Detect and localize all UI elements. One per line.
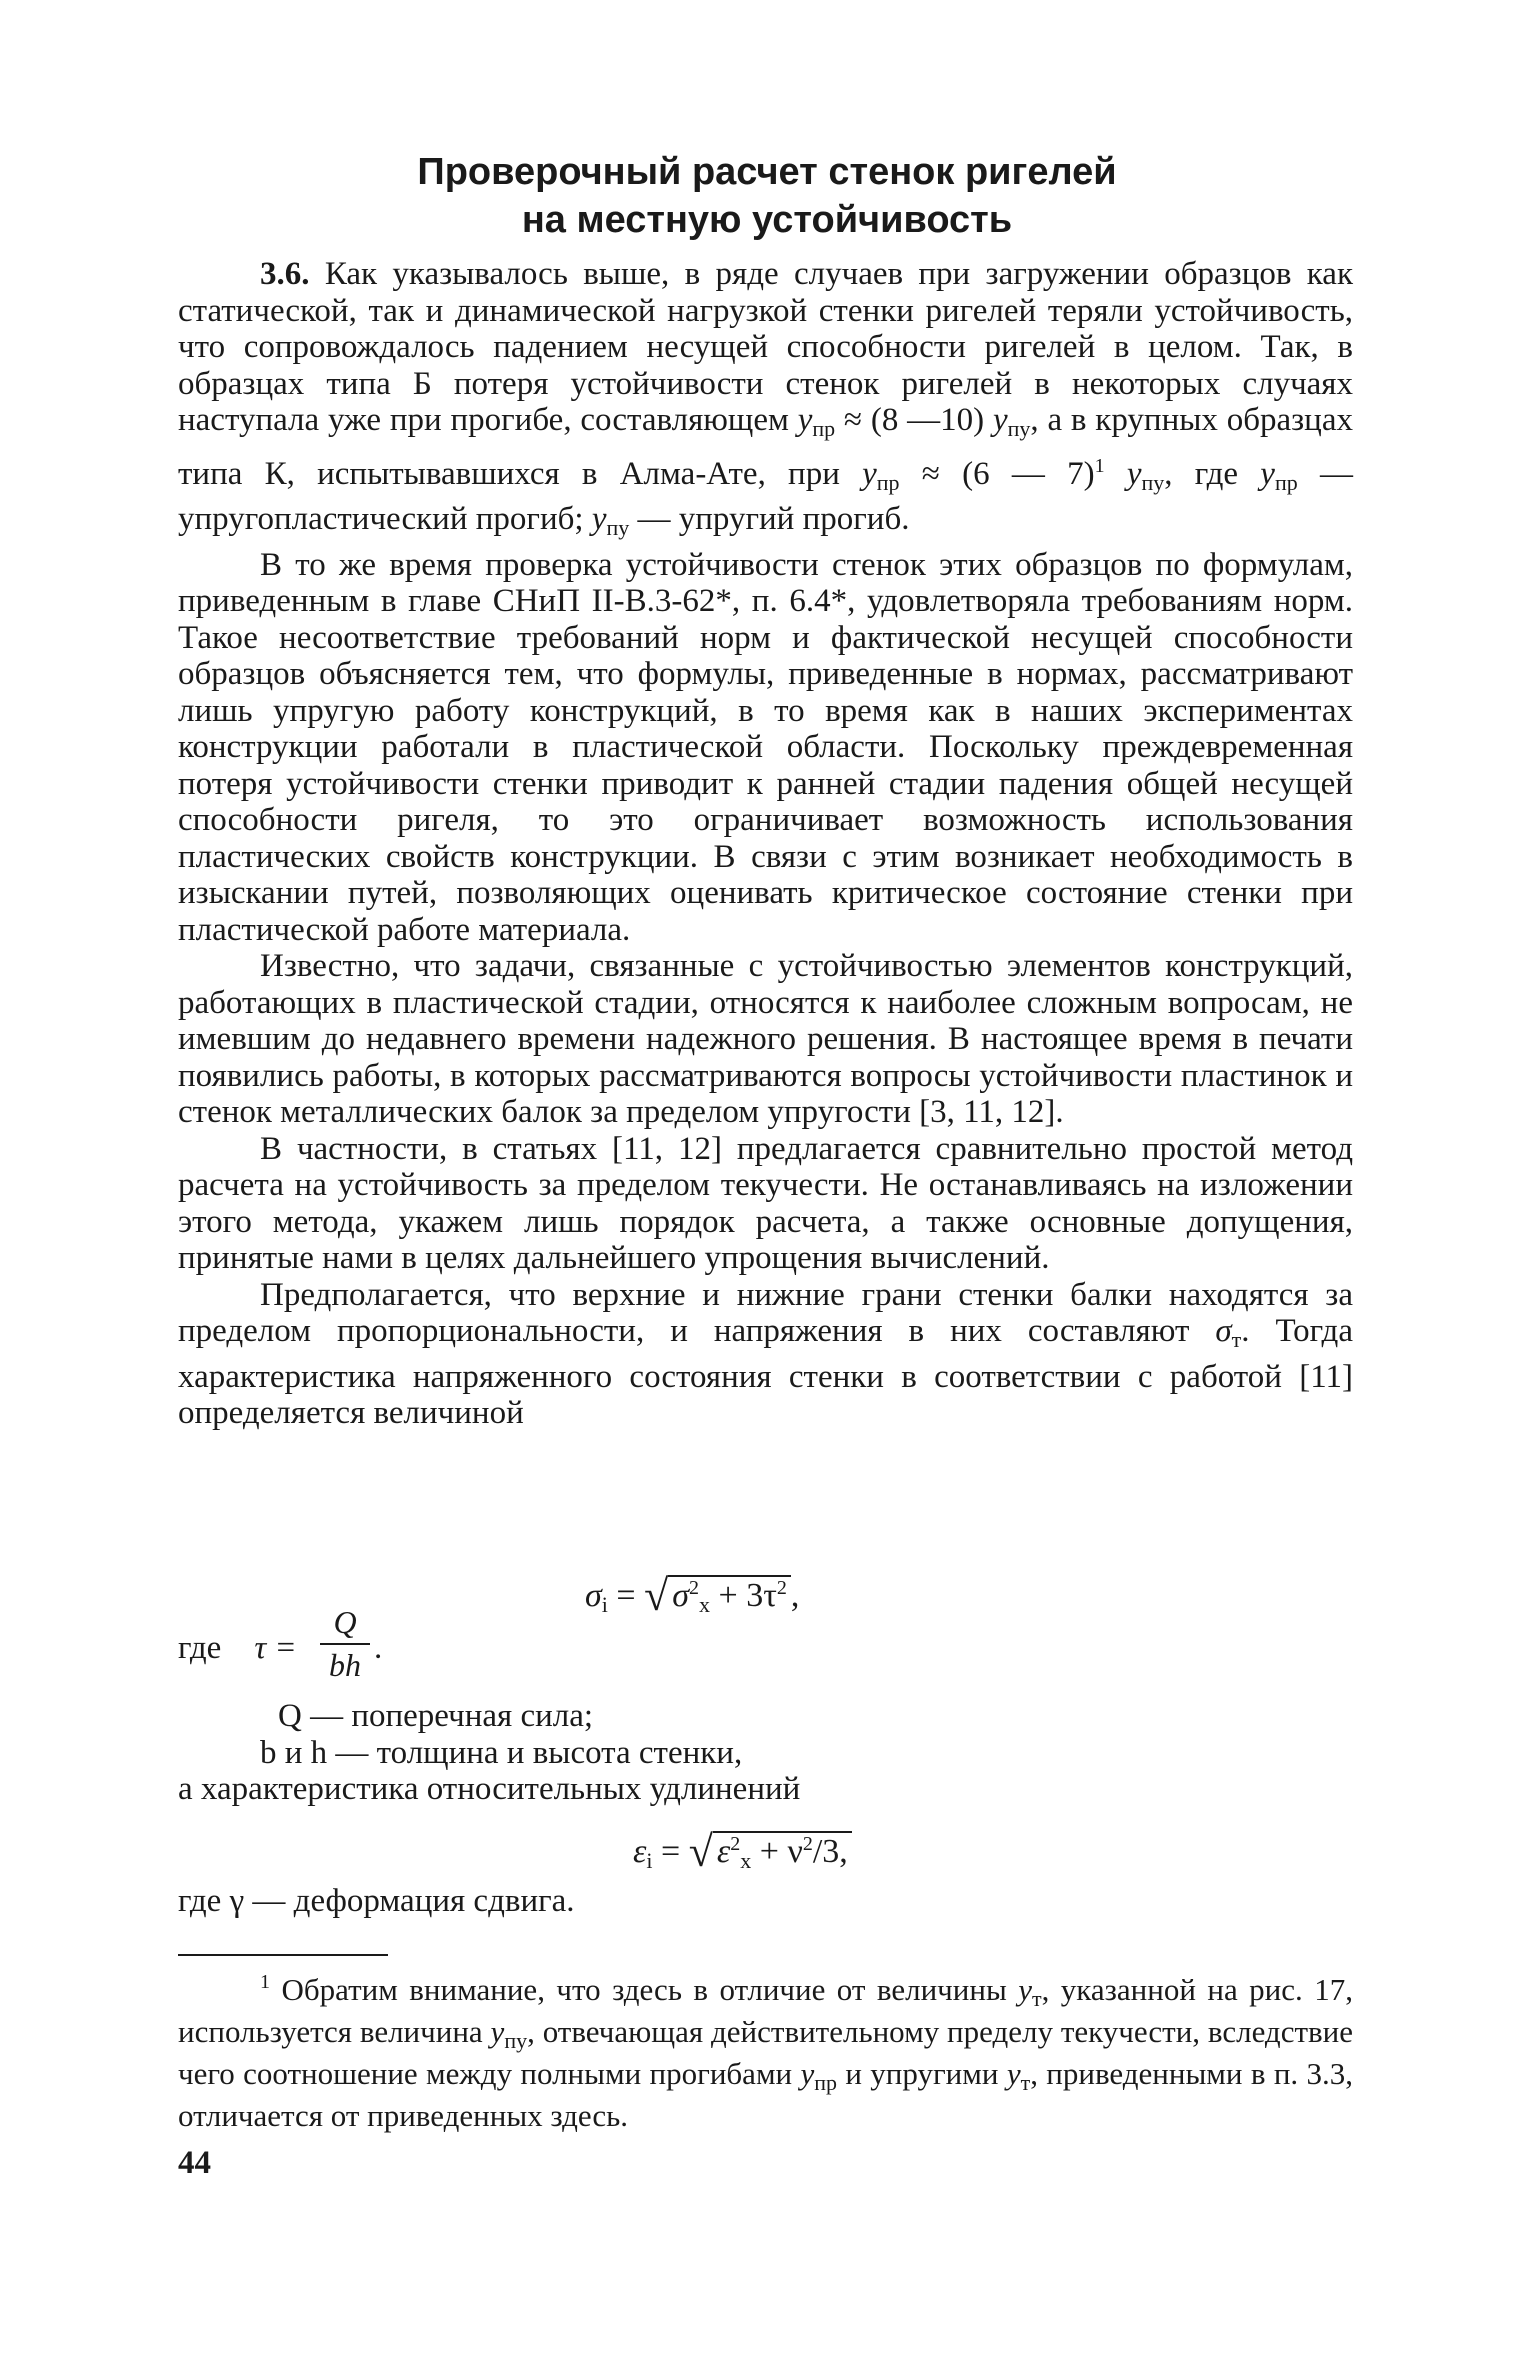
paragraph-3: Известно, что задачи, связанные с устойчивостью элементов конструкций, работающих в пластической стадии, относятся к наиболее сложным вопросам, не имевшим до недавнего времени надежного решения. В настоящее время в печати появились работы, в которых рассматриваются вопросы устойчивости пластинок и стенок металлических балок за пределом упругости [3, 11, 12]. bbox=[178, 948, 1353, 1130]
radical-sign: √ bbox=[688, 1827, 713, 1876]
fraction-bar bbox=[320, 1643, 370, 1645]
page-number: 44 bbox=[178, 2145, 211, 2181]
paragraph-5: Предполагается, что верхние и нижние грани стенки балки находятся за пределом пропорциональности, и напряжения в них составляют $\sigma_т$. Тогда характеристика напряженного состояния стенки в соответствии с работой [11] определяется величиной bbox=[178, 1276, 1353, 1431]
strain-intensity-formula: $\varepsilon_i$ = √ $\varepsilon^2_x + \nu^2/3$, bbox=[633, 1826, 1113, 1877]
radical-sign: √ bbox=[644, 1571, 669, 1620]
paragraph-2: В то же время проверка устойчивости стенок этих образцов по формулам, приведенным в главе СНиП II-В.3-62*, п. 6.4*, удовлетворяла требованиям норм. Такое несоответствие требований норм и фактической несущей способности образцов объясняется тем, что формулы, приведенные в нормах, рассматривают лишь упругую работу конструкций, в то время как в наших экспериментах конструкции работали в пластической области. Поскольку преждевременная потеря устойчивости стенки приводит к ранней стадии падения общей несущей способности ригеля, то это ограничивает возможность использования пластических свойств конструкции. В связи с этим возникает необходимость в изыскании путей, позволяющих оценивать критическое состояние стенки при пластической работе материала. bbox=[178, 546, 1353, 948]
paragraph-3-6: 3.6. Как указывалось выше, в ряде случаев при загружении образцов как статической, так и динамической нагрузкой стенки ригелей теряли устойчивость, что сопровождалось падением несущей способности ригелей в целом. Так, в образцах типа Б потеря устойчивости стенок ригелей в некоторых случаях наступала уже при прогибе, составляющем $y_{пр} \approx (8$ —10) $y_{пу}$, а в крупных образцах типа К, испытывавшихся в Алма-Ате, при $y_{пр} \approx (6$ — 7)$^1$ $y_{пу}$, где $y_{пр}$ — упругопластический прогиб; $y_{пу}$ — упругий прогиб. bbox=[178, 256, 1353, 540]
footnote-number: 1 bbox=[260, 1971, 270, 1993]
tau-fraction bbox=[320, 1604, 370, 1684]
tau-definition: где τ = bbox=[178, 1630, 297, 1666]
section-number: 3.6. bbox=[260, 256, 310, 292]
radicand: $\sigma^2_x + 3\tau^2$ bbox=[668, 1575, 791, 1614]
fraction-denominator: bh bbox=[329, 1647, 361, 1683]
footnote-mark: 1 bbox=[1094, 454, 1105, 477]
footnote-divider bbox=[178, 1954, 388, 1956]
strain-intro: а характеристика относительных удлинений bbox=[178, 1771, 801, 1807]
heading-line-2: на местную устойчивость bbox=[521, 199, 1013, 241]
heading-line-1: Проверочный расчет стенок ригелей bbox=[417, 151, 1117, 193]
section-heading bbox=[0, 148, 1534, 244]
paragraph-4: В частности, в статьях [11, 12] предлагается сравнительно простой метод расчета на устойчивость за пределом текучести. Не останавливаясь на изложении этого метода, укажем лишь порядок расчета, а также основные допущения, принятые нами в целях дальнейшего упрощения вычислений. bbox=[178, 1130, 1353, 1276]
symbol-definitions bbox=[178, 1698, 1353, 1808]
footnote: $^1$ Обратим внимание, что здесь в отличие от величины $y_т$, указанной на рис. 17, используется величина $y_{пу}$, отвечающая действительному пределу текучести, вследствие чего соотношение между полными прогибами $y_{пр}$ и упругими $y_т$, приведенными в п. 3.3, отличается от приведенных здесь. bbox=[178, 1971, 1354, 2133]
fraction-numerator: Q bbox=[333, 1604, 357, 1640]
bh-definition: b и h — толщина и высота стенки, bbox=[260, 1734, 743, 1771]
tau-dot: . bbox=[374, 1630, 383, 1666]
q-definition: Q — поперечная сила; bbox=[278, 1698, 594, 1734]
radicand: $\varepsilon^2_x + \nu^2/3$, bbox=[713, 1831, 852, 1870]
stress-intensity-formula: $\sigma_i$ = √ $\sigma^2_x + 3\tau^2$ , bbox=[585, 1571, 800, 1620]
body-text bbox=[178, 256, 1353, 1432]
gamma-definition: где γ — деформация сдвига. bbox=[178, 1883, 575, 1919]
